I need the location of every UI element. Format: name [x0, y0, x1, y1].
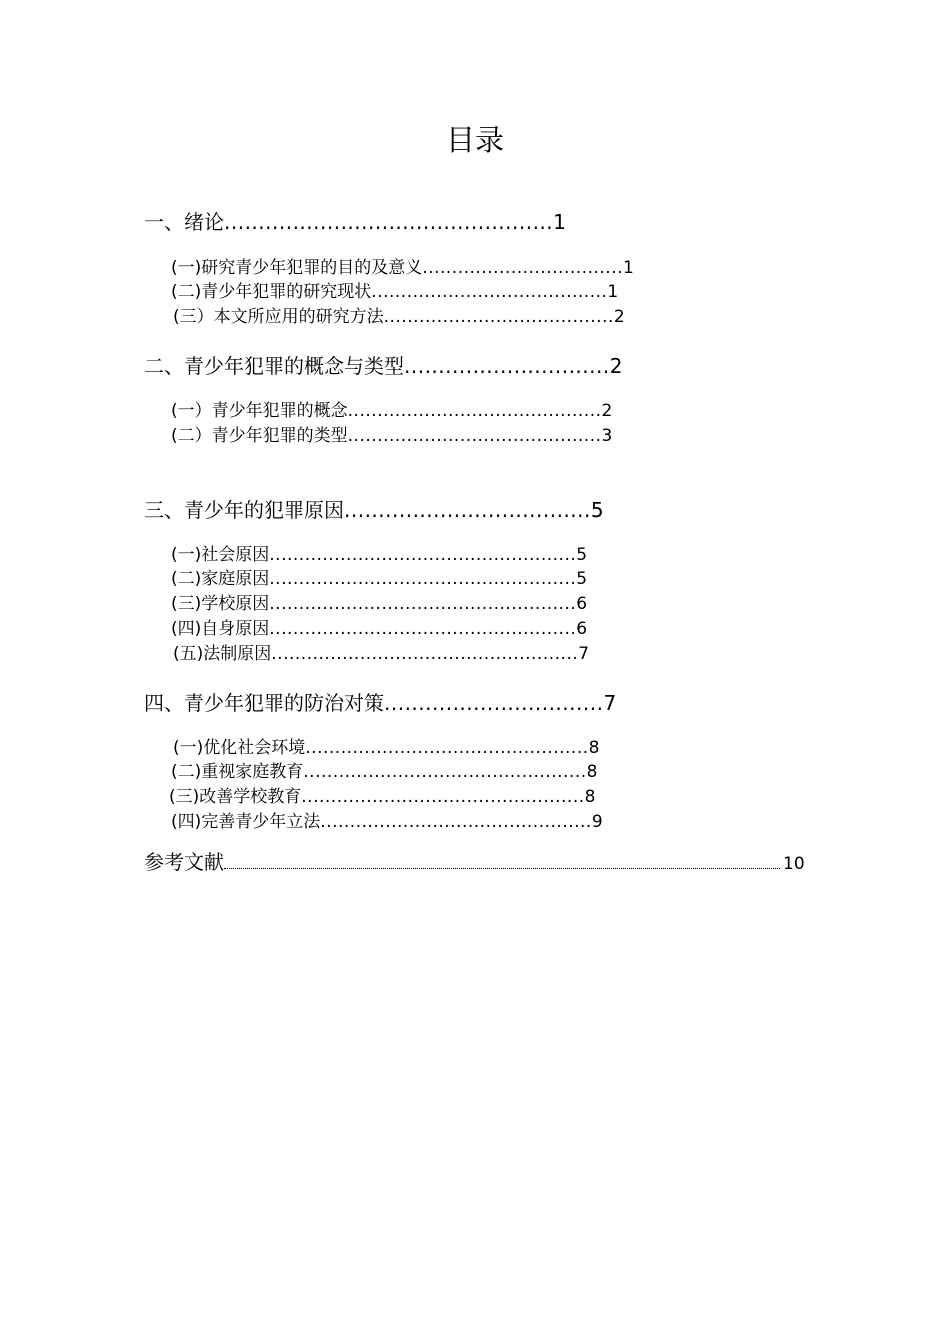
toc-entry-label: (五)法制原因 [173, 644, 272, 664]
toc-page-number: 8 [588, 738, 600, 758]
toc-entry-section-3[interactable] [144, 500, 604, 520]
toc-entry-label: 三、青少年的犯罪原因 [144, 498, 344, 522]
toc-entry-section-2-1[interactable] [171, 403, 612, 420]
toc-leader-dots: ........................................ [371, 282, 608, 302]
toc-entry-label: (一）青少年犯罪的概念 [171, 401, 348, 421]
toc-entry-section-4-3[interactable] [169, 789, 595, 806]
toc-entry-section-3-2[interactable] [171, 571, 587, 588]
toc-entry-section-2-2[interactable] [171, 428, 612, 445]
toc-leader-dots: .................................. [422, 258, 623, 278]
toc-title: 目录 [445, 123, 504, 157]
toc-page-number: 2 [613, 307, 625, 327]
toc-entry-label: (四)完善青少年立法 [171, 812, 321, 832]
toc-page-number: 7 [578, 644, 590, 664]
toc-page-number: 6 [576, 619, 588, 639]
toc-leader-dots: .................................................... [269, 569, 577, 589]
toc-leader-dots: ........................................... [347, 401, 602, 421]
toc-entry-section-4-4[interactable] [171, 814, 603, 831]
toc-page-number: 10 [783, 854, 805, 874]
toc-entry-section-1-3[interactable] [173, 309, 625, 326]
toc-entry-label: 四、青少年犯罪的防治对策 [144, 691, 384, 715]
toc-entry-section-1-2[interactable] [171, 284, 618, 301]
toc-entry-label: (二）青少年犯罪的类型 [171, 426, 348, 446]
toc-entry-label: (二)青少年犯罪的研究现状 [171, 282, 372, 302]
toc-entry-section-4-2[interactable] [171, 764, 597, 781]
toc-leader-dots: .................................... [344, 498, 591, 522]
toc-leader-dots: ........................................... [347, 426, 602, 446]
toc-leader-dots: .................................................... [271, 644, 579, 664]
toc-page-number: 9 [591, 812, 603, 832]
toc-entry-label: (四)自身原因 [171, 619, 270, 639]
toc-entry-label: (一)优化社会环境 [173, 738, 306, 758]
toc-entry-section-1-1[interactable] [171, 260, 634, 277]
toc-entry-references[interactable] [144, 852, 805, 873]
toc-leader-dots: ................................ [384, 691, 604, 715]
toc-page-number: 2 [609, 354, 623, 378]
toc-entry-section-1[interactable] [144, 212, 566, 232]
toc-leader-dots: .................................................... [269, 594, 577, 614]
toc-page-number: 7 [603, 691, 617, 715]
toc-page-number: 8 [584, 787, 596, 807]
toc-leader-dots: ................................................ [305, 738, 589, 758]
toc-entry-section-3-5[interactable] [173, 646, 589, 663]
toc-page-number: 6 [576, 594, 588, 614]
toc-leader-dots: .............................. [404, 354, 610, 378]
toc-page-number: 5 [590, 498, 604, 522]
toc-page-number: 3 [601, 426, 613, 446]
toc-entry-label: (三)学校原因 [171, 594, 270, 614]
toc-leader-dots: ................................................ [224, 210, 554, 234]
toc-entry-label: (一)社会原因 [171, 545, 270, 565]
toc-leader-dots: .................................................... [269, 545, 577, 565]
toc-leader-dots [224, 866, 780, 869]
toc-entry-section-4-1[interactable] [173, 740, 599, 757]
toc-entry-label: (二)家庭原因 [171, 569, 270, 589]
toc-page-number: 2 [601, 401, 613, 421]
toc-entry-section-3-4[interactable] [171, 621, 587, 638]
toc-leader-dots: ................................................ [303, 762, 587, 782]
toc-leader-dots: .............................................. [320, 812, 592, 832]
toc-page-number: 1 [553, 210, 566, 234]
toc-page-number: 1 [623, 258, 634, 278]
toc-entry-label: 二、青少年犯罪的概念与类型 [144, 354, 404, 378]
toc-entry-label: (三)改善学校教育 [169, 787, 302, 807]
toc-leader-dots: .................................................... [269, 619, 577, 639]
toc-entry-section-3-1[interactable] [171, 547, 587, 564]
toc-page-number: 8 [586, 762, 598, 782]
toc-entry-label: (一)研究青少年犯罪的目的及意义 [171, 258, 423, 278]
toc-entry-label: 一、绪论 [144, 210, 224, 234]
toc-page-number: 5 [576, 569, 588, 589]
toc-entry-label: (三）本文所应用的研究方法 [173, 307, 384, 327]
toc-leader-dots: ....................................... [383, 307, 614, 327]
toc-entry-section-4[interactable] [144, 693, 616, 713]
toc-page-number: 5 [576, 545, 588, 565]
toc-entry-label: (二)重视家庭教育 [171, 762, 304, 782]
toc-entry-label: 参考文献 [144, 850, 224, 874]
toc-entry-section-2[interactable] [144, 356, 622, 376]
toc-entry-section-3-3[interactable] [171, 596, 587, 613]
toc-page-number: 1 [607, 282, 619, 302]
toc-leader-dots: ................................................ [301, 787, 585, 807]
